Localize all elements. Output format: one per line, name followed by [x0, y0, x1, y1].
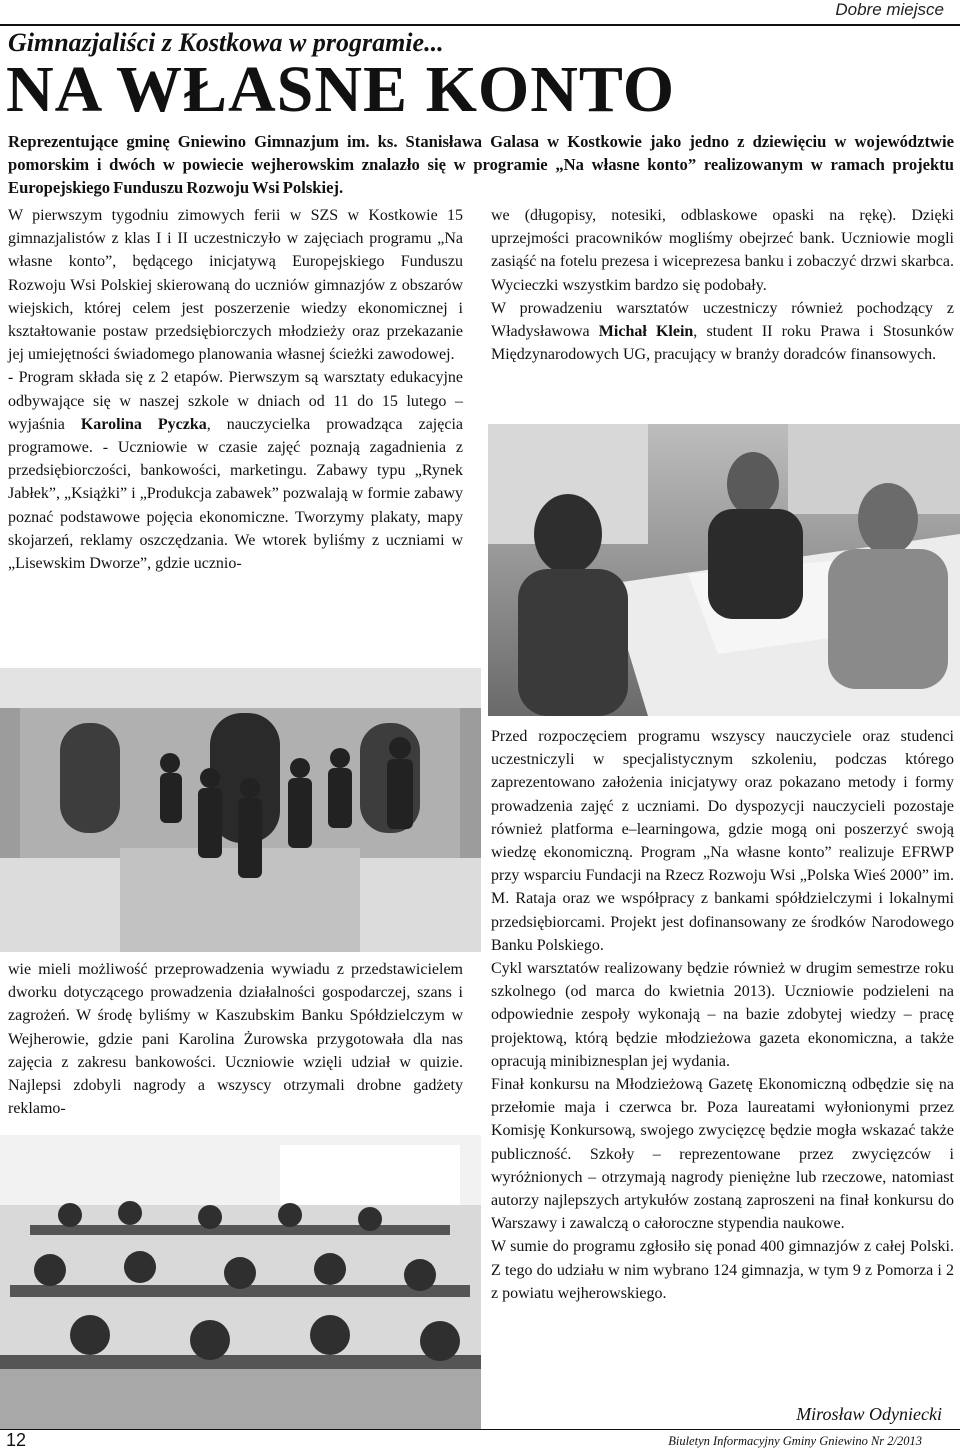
paragraph: Przed rozpoczęciem programu wszyscy nauczyciele oraz studenci uczestniczyli w specjalistycznym szkoleniu, podczas którego zaprezentowano założenia inicjatywy oraz pokazano metody i formy prowadzenia zajęć z uczniami. Do dyspozycji nauczycieli pozostaje również platforma e–learningowa, gdzie mogą oni poszerzyć swoją wiedzę ekonomiczną. Program „Na własne konto” realizuje EFRWP przy wsparciu Fundacji na Rzecz Rozwoju Wsi „Polska Wieś 2000” im. M. Rataja oraz we współpracy z bankami spółdzielczymi i lokalnymi przedsiębiorcami. Projekt jest dofinansowany ze środków Narodowego Banku Polskiego.: [491, 728, 954, 954]
article-lead: Reprezentujące gminę Gniewino Gimnazjum im. ks. Stanisława Galasa w Kostkowie jako jedno z dziewięciu w województwie pomorskim i dwóch w powiecie wejherowskim znalazło się w programie „Na własne konto” realizowanym w ramach projektu Europejskiego Funduszu Rozwoju Wsi Polskiej.: [8, 132, 954, 197]
footer-rule: [0, 1429, 960, 1430]
paragraph: wie mieli możliwość przeprowadzenia wywiadu z przedstawicielem dworku dotyczącego prowadzenia działalności gospodarczej, szans i zagrożeń. W środę byliśmy w Kaszubskim Banku Spółdzielczym w Wejherowie, gdzie pani Karolina Żurowska przygotowała dla nas zajęcia z zakresu bankowości. Uczniowie wzięli udział w quizie. Najlepsi zdobyli nagrody a wszyscy otrzymali drobne gadżety reklamo-: [8, 961, 463, 1118]
text-span: W prowadzeniu warsztatów uczestniczy również pochodzący z Władysławowa: [491, 299, 954, 341]
photo-students-workshop: [488, 424, 960, 716]
paragraph: Finał konkursu na Młodzieżową Gazetę Ekonomiczną odbędzie się na przełomie maja i czerwca br. Poza laureatami wyłonionymi przez Komisję Konkursową, swojego zwycięzcę będzie mogła wskazać także publiczność. Szkoły – reprezentowane przez zwycięzców i wyróżnionych – otrzymają nagrody pieniężne lub rzeczowe, natomiast autorzy najlepszych artykułów zostaną zaproszeni na finał konkursu do Warszawy i zawalczą o całoroczne stypendia naukowe.: [491, 1076, 954, 1233]
header-rule: [0, 24, 960, 26]
paragraph: Cykl warsztatów realizowany będzie również w drugim semestrze roku szkolnego (od marca do kwietnia 2013). Uczniowie podzieleni na odpowiednie zespoły wykonają – na bazie zdobytej wiedzy – pracę projektową, którą będzie młodzieżowa gazeta ekonomiczna, a także opracują minibiznesplan jej wydania.: [491, 960, 954, 1070]
article-column-right-bottom: [491, 725, 954, 1305]
section-label: Dobre miejsce: [835, 0, 944, 19]
photo-classroom: [0, 1135, 481, 1430]
article-author: Mirosław Odyniecki: [796, 1404, 942, 1424]
photo-group-manor: [0, 668, 481, 952]
person-name: Michał Klein: [598, 323, 694, 341]
publication-title: Biuletyn Informacyjny Gminy Gniewino Nr 2/2013: [668, 1434, 922, 1448]
article-column-left-top: [8, 204, 463, 575]
article-column-right-top: [491, 204, 954, 366]
paragraph: [491, 297, 954, 367]
text-span: , nauczycielka prowadząca zajęcia programowe. - Uczniowie w czasie zajęć poznają zagadnienia z przedsiębiorczości, bankowości, marketingu. Zabawy typu „Rynek Jabłek”, „Książki” i „Produkcja zabawek” pozwalają w formie zabawy poznać podstawowe pojęcia ekonomiczne. Tworzymy plakaty, mapy skojarzeń, reklamy oszczędzania. We wtorek byliśmy z uczniami w „Lisewskim Dworze”, gdzie ucznio-: [8, 415, 463, 573]
page-number: 12: [6, 1430, 27, 1450]
paragraph: W sumie do programu zgłosiło się ponad 400 gimnazjów z całej Polski. Z tego do udziału w nim wybrano 124 gimnazja, w tym 9 z Pomorza i 2 z powiatu wejherowskiego.: [491, 1238, 954, 1302]
text-span: , student II roku Prawa i Stosunków Międzynarodowych UG, pracujący w branży doradców finansowych.: [491, 323, 955, 364]
paragraph: W pierwszym tygodniu zimowych ferii w SZS w Kostkowie 15 gimnazjalistów z klas I i II uczestniczyło w zajęciach programu „Na własne konto”, będącego inicjatywą Europejskiego Funduszu Rozwoju Wsi Polskiej skierowaną do uczniów gimnazjów z obszarów wiejskich, której celem jest poszerzenie wiedzy ekonomicznej i kształtowanie postaw przedsiębiorczych młodzieży oraz przekazanie jej umiejętności świadomego planowania własnej ścieżki zawodowej.: [8, 207, 463, 364]
paragraph: we (długopisy, notesiki, odblaskowe opaski na rękę). Dzięki uprzejmości pracowników mogliśmy obejrzeć bank. Uczniowie mogli zasiąść na fotelu prezesa i wiceprezesa banku i zobaczyć drzwi skarbca. Wycieczki wszystkim bardzo się podobały.: [491, 207, 954, 294]
article-column-left-bottom: [8, 958, 463, 1120]
article-kicker: Gimnazjaliści z Kostkowa w programie...: [8, 28, 444, 57]
article-headline: NA WŁASNE KONTO: [6, 53, 676, 126]
text-span: - Program składa się z 2 etapów. Pierwszym są warsztaty edukacyjne odbywające się w naszej szkole w dniach od 11 do 15 lutego – wyjaśnia: [8, 369, 463, 433]
paragraph: [8, 366, 463, 575]
person-name: Karolina Pyczka: [80, 415, 207, 433]
